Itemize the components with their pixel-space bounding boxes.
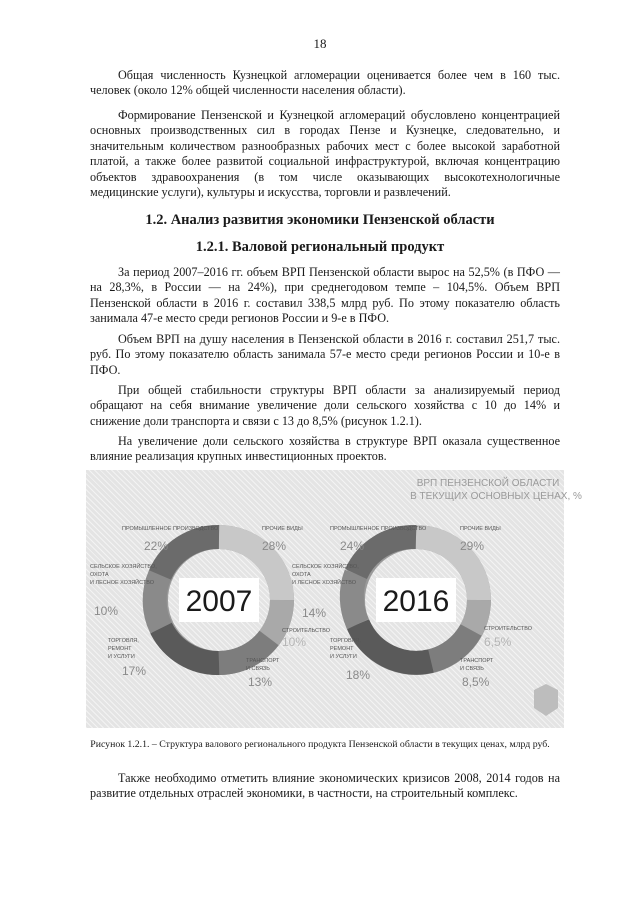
label-2016-construction: СТРОИТЕЛЬСТВО (484, 626, 532, 632)
label-2016-transport-l2: И СВЯЗЬ (460, 666, 484, 672)
donut-2007-segment-industry (160, 537, 219, 575)
value-2007-industry: 22% (144, 539, 169, 553)
value-2007-transport: 13% (248, 675, 273, 689)
label-2016-trade-l1: ТОРГОВЛЯ, (330, 638, 361, 644)
label-2016-agriculture-l2: ОХОТА (292, 572, 311, 578)
label-2007-trade-l3: И УСЛУГИ (108, 654, 135, 660)
value-2016-transport: 8,5% (462, 675, 490, 689)
label-2016-other: ПРОЧИЕ ВИДЫ (460, 526, 501, 532)
label-2007-trade-l2: РЕМОНТ (108, 646, 132, 652)
donut-2007 (155, 537, 282, 663)
donut-2016-segment-construction (471, 600, 479, 630)
donut-2016-segment-transport (431, 630, 471, 661)
figure-grp-structure (86, 470, 582, 728)
donut-2007-segment-construction (269, 600, 282, 638)
label-2016-trade-l2: РЕМОНТ (330, 646, 354, 652)
label-2016-transport-l1: ТРАНСПОРТ (460, 658, 494, 664)
value-2016-industry: 24% (340, 539, 365, 553)
value-2016-other: 29% (460, 539, 485, 553)
label-2016-trade-l3: И УСЛУГИ (330, 654, 357, 660)
paragraph-grp-growth: За период 2007–2016 гг. объем ВРП Пензенской области вырос на 52,5% (в ПФО — на 28,3%, в России — на 24%), при среднегодовом темпе – 104,5%. Объем ВРП Пензенской области в 2016 г. составил 338,5 млрд руб. По этому показателю область занимала 47-е место среди регионов России и 9-е в ПФО. (90, 265, 560, 326)
value-2007-other: 28% (262, 539, 287, 553)
label-2007-industry: ПРОМЫШЛЕННОЕ ПРОИЗВОДСТВО (122, 526, 219, 532)
value-2007-agriculture: 10% (94, 604, 119, 618)
value-2007-trade: 17% (122, 664, 147, 678)
value-2007-construction: 10% (282, 635, 307, 649)
label-2007-other: ПРОЧИЕ ВИДЫ (262, 526, 303, 532)
paragraph-agglomeration-formation: Формирование Пензенской и Кузнецкой агломераций обусловлено концентрацией основных производственных сил в городах Пензе и Кузнецке, следовательно, и значительным количеством разнообразных рабочих мест с более высокой заработной платой, а также более развитой социальной инфраструктурой, включая концентрацию объектов здравоохранения (в том числе оказывающих высокотехнологичные медицинские услуги), культуры и искусства, торговли и развлечений. (90, 108, 560, 200)
label-2007-agriculture-l3: И ЛЕСНОЕ ХОЗЯЙСТВО (90, 580, 155, 586)
donut-2007-segment-trade (161, 628, 219, 663)
paragraph-grp-per-capita: Объем ВРП на душу населения в Пензенской области в 2016 г. составил 251,7 тыс. руб. По этому показателю область занимала 57-е место среди регионов России и 10-е в ПФО. (90, 332, 560, 377)
value-2016-trade: 18% (346, 668, 371, 682)
donut-2007-year: 2007 (185, 585, 253, 618)
paragraph-economic-crises: Также необходимо отметить влияние экономических кризисов 2008, 2014 годов на развитие отдельных отраслей экономики, в частности, на строительный комплекс. (90, 771, 560, 801)
label-2016-industry: ПРОМЫШЛЕННОЕ ПРОИЗВОДСТВО (330, 526, 427, 532)
value-2016-agriculture: 14% (302, 606, 327, 620)
figure-caption: Рисунок 1.2.1. – Структура валового регионального продукта Пензенской области в текущих ценах, млрд руб. (90, 739, 550, 750)
label-2007-transport-l2: И СВЯЗЬ (246, 666, 270, 672)
section-heading: 1.2. Анализ развития экономики Пензенской области (145, 212, 495, 228)
donut-2016-segment-industry (356, 537, 416, 574)
label-2007-agriculture-l2: ОХОТА (90, 572, 109, 578)
donut-2016-year: 2016 (382, 585, 450, 618)
figure-header-line2: В ТЕКУЩИХ ОСНОВНЫХ ЦЕНАХ, % (410, 491, 582, 502)
label-2007-agriculture-l1: СЕЛЬСКОЕ ХОЗЯЙСТВО, (90, 564, 157, 570)
label-2016-agriculture-l1: СЕЛЬСКОЕ ХОЗЯЙСТВО, (292, 564, 359, 570)
paragraph-structure-change: При общей стабильности структуры ВРП области за анализируемый период обращают на себя внимание увеличение доли сельского хозяйства с 10 до 14% и снижение доли транспорта и связи с 13 до 8,5% (рисунок 1.2.1). (90, 383, 560, 428)
figure-header-line1: ВРП ПЕНЗЕНСКОЙ ОБЛАСТИ (416, 478, 560, 489)
paragraph-investment-influence: На увеличение доли сельского хозяйства в структуре ВРП оказала существенное влияние реализация крупных инвестиционных проектов. (90, 434, 560, 464)
donut-2016-segment-trade (358, 624, 431, 663)
emblem-icon (534, 684, 558, 716)
paragraph-agglomeration-population: Общая численность Кузнецкой агломерации оценивается более чем в 160 тыс. человек (около 12% общей численности населения области). (90, 68, 560, 98)
label-2007-trade-l1: ТОРГОВЛЯ, (108, 638, 139, 644)
subsection-heading: 1.2.1. Валовой региональный продукт (195, 239, 445, 255)
donut-2016 (352, 537, 479, 663)
label-2007-construction: СТРОИТЕЛЬСТВО (282, 628, 330, 634)
value-2016-construction: 6,5% (484, 635, 512, 649)
figure-graphic (86, 470, 582, 728)
page-number: 18 (313, 36, 327, 51)
label-2007-transport-l1: ТРАНСПОРТ (246, 658, 280, 664)
donut-2007-segment-agriculture (155, 575, 161, 628)
label-2016-agriculture-l3: И ЛЕСНОЕ ХОЗЯЙСТВО (292, 580, 357, 586)
